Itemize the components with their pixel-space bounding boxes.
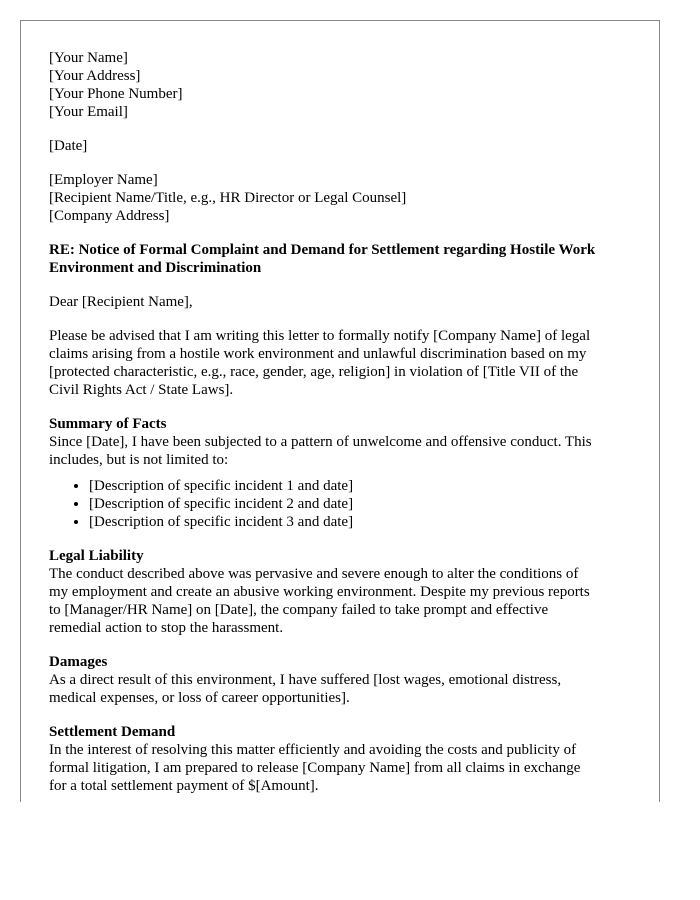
sender-email: [Your Email] — [49, 104, 128, 120]
recipient-name-title: [Recipient Name/Title, e.g., HR Director or Legal Counsel] — [49, 190, 407, 206]
letter-page — [20, 20, 660, 802]
damages-line: As a direct result of this environment, I have suffered [lost wages, emotional distress, — [49, 672, 562, 688]
intro-line: Please be advised that I am writing this letter to formally notify [Company Name] of legal — [49, 328, 591, 344]
liability-section — [49, 547, 639, 637]
intro-line: claims arising from a hostile work environment and unlawful discrimination based on my — [49, 346, 587, 362]
settlement-line: for a total settlement payment of $[Amount]. — [49, 778, 319, 794]
letter-body — [49, 49, 639, 795]
letter-date: [Date] — [49, 138, 88, 154]
settlement-section — [49, 723, 639, 795]
liability-line: to [Manager/HR Name] on [Date], the company failed to take prompt and effective — [49, 602, 549, 618]
recipient-company-address: [Company Address] — [49, 208, 170, 224]
sender-block — [49, 49, 639, 121]
liability-heading: Legal Liability — [49, 548, 144, 564]
intro-line: [protected characteristic, e.g., race, gender, age, religion] in violation of [Title VII of the — [49, 364, 579, 380]
sender-address: [Your Address] — [49, 68, 141, 84]
damages-section — [49, 653, 639, 707]
subject-line-1: RE: Notice of Formal Complaint and Demand for Settlement regarding Hostile Work — [49, 242, 596, 258]
sender-phone: [Your Phone Number] — [49, 86, 183, 102]
intro-line: Civil Rights Act / State Laws]. — [49, 382, 234, 398]
damages-heading: Damages — [49, 654, 108, 670]
intro-paragraph — [49, 327, 639, 399]
liability-line: my employment and create an abusive working environment. Despite my previous reports — [49, 584, 590, 600]
incident-item: • [Description of specific incident 2 and date] — [89, 495, 639, 513]
facts-heading: Summary of Facts — [49, 416, 167, 432]
liability-line: The conduct described above was pervasive and severe enough to alter the conditions of — [49, 566, 579, 582]
settlement-line: In the interest of resolving this matter efficiently and avoiding the costs and publicity of — [49, 742, 577, 758]
subject-block — [49, 241, 639, 277]
salutation: Dear [Recipient Name], — [49, 294, 193, 310]
incident-item: • [Description of specific incident 3 and date] — [89, 513, 639, 531]
settlement-heading: Settlement Demand — [49, 724, 176, 740]
facts-line: Since [Date], I have been subjected to a pattern of unwelcome and offensive conduct. This — [49, 434, 592, 450]
sender-name: [Your Name] — [49, 50, 128, 66]
incident-item: • [Description of specific incident 1 and date] — [89, 477, 639, 495]
settlement-line: formal litigation, I am prepared to release [Company Name] from all claims in exchange — [49, 760, 581, 776]
recipient-block — [49, 171, 639, 225]
recipient-employer: [Employer Name] — [49, 172, 158, 188]
subject-line-2: Environment and Discrimination — [49, 260, 262, 276]
facts-section — [49, 415, 639, 531]
incident-list — [49, 477, 639, 531]
liability-line: remedial action to stop the harassment. — [49, 620, 284, 636]
damages-line: medical expenses, or loss of career opportunities]. — [49, 690, 350, 706]
facts-line: includes, but is not limited to: — [49, 452, 229, 468]
